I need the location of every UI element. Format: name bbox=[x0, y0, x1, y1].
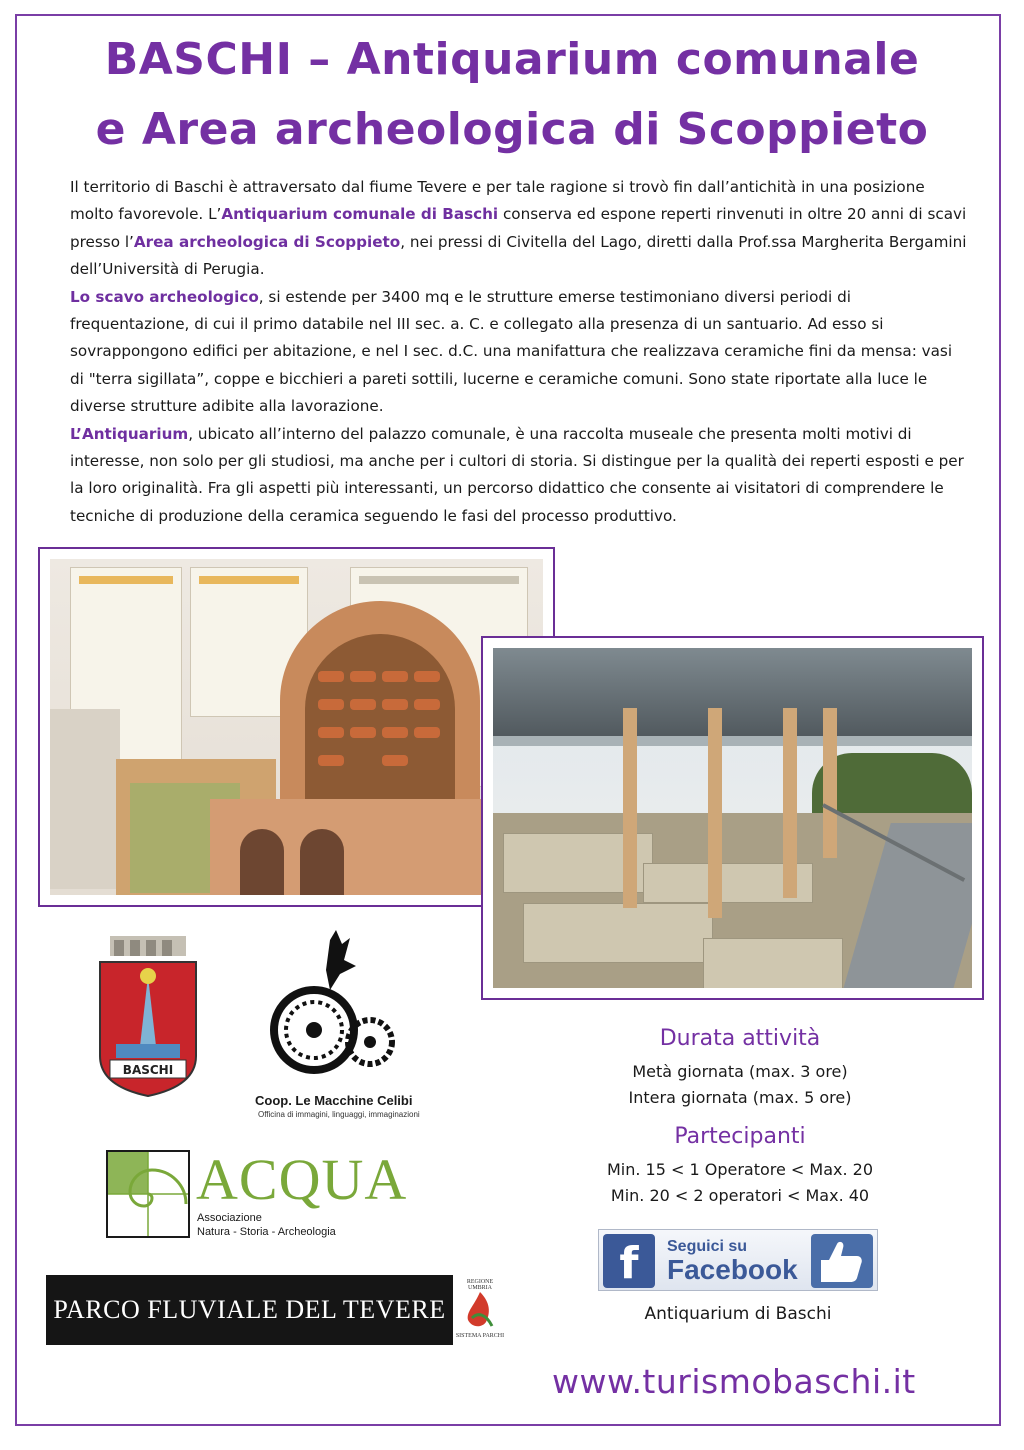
duration-full-day: Intera giornata (max. 5 ore) bbox=[628, 1088, 852, 1107]
duration-half-day: Metà giornata (max. 3 ore) bbox=[632, 1062, 848, 1081]
intro-p1-text-c: , nei pressi di Civitella del Lago, diretti dalla Prof.ssa Margherita Bergamini dell’Università di Perugia. bbox=[70, 232, 967, 279]
regione-umbria-label: REGIONE UMBRIA bbox=[466, 1279, 494, 1291]
participants-one-operator: Min. 15 < 1 Operatore < Max. 20 bbox=[606, 1160, 874, 1179]
acqua-logo-mark bbox=[106, 1150, 190, 1238]
intro-paragraph-1 bbox=[70, 174, 970, 284]
intro-text bbox=[70, 174, 970, 530]
acqua-subtitle-1: Associazione bbox=[197, 1212, 262, 1224]
intro-p2-text: , si estende per 3400 mq e le strutture emerse testimoniano diversi periodi di frequentazione, di cui il primo databile nel III sec. a. C. e collegato alla presenza di un santuario. Ad esso si sovrappongono edifici per abitazione, e nel I sec. d.C. una manifattura che realizzava ceramiche fini da mensa: vasi di "terra sigillata”, coppe e bicchieri a pareti sottili, lucerne e ceramiche comuni. Sono state riportate alla luce le diverse strutture adibite alla lavorazione. bbox=[70, 287, 953, 416]
intro-paragraph-2 bbox=[70, 284, 970, 421]
page-title-line-1: BASCHI – Antiquarium comunale bbox=[104, 34, 920, 85]
coop-tagline: Officina di immagini, linguaggi, immaginazioni bbox=[258, 1110, 420, 1119]
sistema-parchi-label: SISTEMA PARCHI bbox=[455, 1333, 505, 1339]
facebook-follow-text: Seguici su bbox=[667, 1238, 748, 1255]
participants-heading: Partecipanti bbox=[674, 1124, 806, 1149]
parco-fluviale-logo: PARCO FLUVIALE DEL TEVERE bbox=[46, 1275, 453, 1345]
acqua-subtitle-2: Natura - Storia - Archeologia bbox=[197, 1226, 336, 1238]
page-title-line-2: e Area archeologica di Scoppieto bbox=[95, 104, 929, 155]
coop-name: Coop. Le Macchine Celibi bbox=[255, 1093, 413, 1108]
thumbs-up-icon bbox=[811, 1234, 873, 1288]
intro-p3-text: , ubicato all’interno del palazzo comunale, è una raccolta museale che presenta molti motivi di interesse, non solo per gli studiosi, ma anche per i cultori di storia. Si distingue per la qualità dei reperti esposti e per la loro originalità. Fra gli aspetti più interessanti, un percorso didattico che consente ai visitatori di comprendere le tecniche di produzione della ceramica seguendo le fasi del processo produttivo. bbox=[70, 424, 964, 525]
participants-two-operators: Min. 20 < 2 operatori < Max. 40 bbox=[610, 1186, 870, 1205]
intro-p1-text-b: conserva ed espone reperti rinvenuti in oltre 20 anni di scavi presso l’ bbox=[70, 205, 967, 251]
scoppieto-highlight: Area archeologica di Scoppieto bbox=[133, 232, 401, 251]
crest-text: BASCHI bbox=[122, 1063, 174, 1077]
website-link[interactable]: www.turismobaschi.it bbox=[552, 1362, 916, 1401]
sistema-parchi-icon bbox=[458, 1288, 502, 1332]
facebook-page-caption: Antiquarium di Baschi bbox=[644, 1304, 832, 1324]
spiral-icon bbox=[108, 1152, 188, 1236]
intro-p1-text-a: Il territorio di Baschi è attraversato dal fiume Tevere e per tale ragione si trovò fin dall’antichità in una posizione molto favorevole. L’ bbox=[70, 178, 925, 224]
facebook-icon: f bbox=[603, 1234, 655, 1288]
kiln-model-image bbox=[50, 559, 543, 895]
facebook-follow-badge[interactable] bbox=[598, 1229, 878, 1291]
excavation-site-image bbox=[493, 648, 972, 988]
scavo-highlight: Lo scavo archeologico bbox=[70, 287, 259, 306]
macchine-celibi-logo bbox=[270, 930, 400, 1090]
kiln-model-photo bbox=[38, 547, 555, 907]
antiquarium-highlight: Antiquarium comunale di Baschi bbox=[221, 205, 499, 224]
excavation-site-photo bbox=[481, 636, 984, 1000]
acqua-title: ACQUA bbox=[196, 1147, 408, 1212]
antiquarium-section-highlight: L’Antiquarium bbox=[70, 424, 189, 443]
facebook-label: Facebook bbox=[667, 1254, 798, 1285]
baschi-crest-logo bbox=[96, 936, 200, 1098]
duration-heading: Durata attività bbox=[659, 1026, 821, 1051]
intro-paragraph-3 bbox=[70, 421, 970, 531]
